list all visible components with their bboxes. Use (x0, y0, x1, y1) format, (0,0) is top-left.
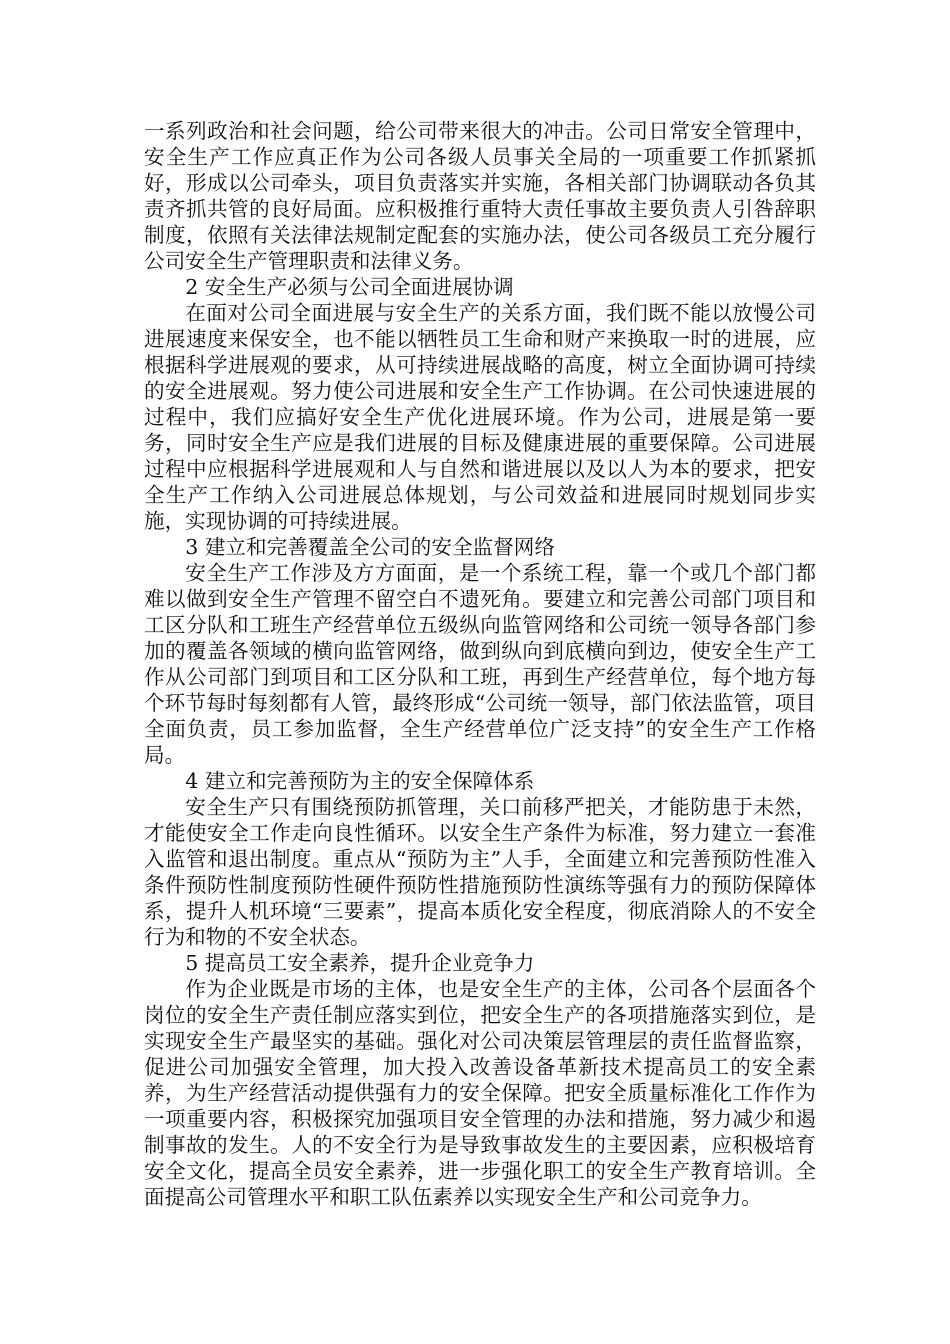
section-3-heading: 3 建立和完善覆盖全公司的安全监督网络 (185, 535, 555, 559)
section-5-body: 作为企业既是市场的主体，也是安全生产的主体，公司各个层面各个岗位的安全生产责任制应落实到位，把安全生产的各项措施落实到位，是实现安全生产最坚实的基础。强化对公司决策层管理层的责任监督监察，促进公司加强安全管理，加大投入改善设备革新技术提高员工的安全素养，为生产经营活动提供强有力的安全保障。把安全质量标准化工作作为一项重要内容，积极探究加强项目安全管理的办法和措施，努力减少和遏制事故的发生。人的不安全行为是导致事故发生的主要因素，应积极培育安全文化，提高全员安全素养，进一步强化职工的安全生产教育培训。全面提高公司管理水平和职工队伍素养以实现安全生产和公司竞争力。 (144, 977, 816, 1209)
document-page (144, 118, 816, 1210)
section-5-heading: 5 提高员工安全素养，提升企业竞争力 (185, 951, 535, 975)
section-2-heading: 2 安全生产必须与公司全面进展协调 (185, 275, 514, 299)
section-2-body: 在面对公司全面进展与安全生产的关系方面，我们既不能以放慢公司进展速度来保安全，也不能以牺牲员工生命和财产来换取一时的进展，应根据科学进展观的要求，从可持续进展战略的高度，树立全面协调可持续的安全进展观。努力使公司进展和安全生产工作协调。在公司快速进展的过程中，我们应搞好安全生产优化进展环境。作为公司，进展是第一要务，同时安全生产应是我们进展的目标及健康进展的重要保障。公司进展过程中应根据科学进展观和人与自然和谐进展以及以人为本的要求，把安全生产工作纳入公司进展总体规划，与公司效益和进展同时规划同步实施，实现协调的可持续进展。 (144, 301, 816, 533)
section-3-body: 安全生产工作涉及方方面面，是一个系统工程，靠一个或几个部门都难以做到安全生产管理不留空白不遗死角。要建立和完善公司部门项目和工区分队和工班生产经营单位五级纵向监管网络和公司统一领导各部门参加的覆盖各领域的横向监管网络，做到纵向到底横向到边，使安全生产工作从公司部门到项目和工区分队和工班，再到生产经营单位，每个地方每个环节每时每刻都有人管，最终形成“公司统一领导，部门依法监管，项目全面负责，员工参加监督，全生产经营单位广泛支持”的安全生产工作格局。 (144, 561, 816, 767)
section-4-heading: 4 建立和完善预防为主的安全保障体系 (185, 769, 535, 793)
intro-paragraph: 一系列政治和社会问题，给公司带来很大的冲击。公司日常安全管理中，安全生产工作应真正作为公司各级人员事关全局的一项重要工作抓紧抓好，形成以公司牵头，项目负责落实并实施，各相关部门协调联动各负其责齐抓共管的良好局面。应积极推行重特大责任事故主要负责人引咎辞职制度，依照有关法律法规制定配套的实施办法，使公司各级员工充分履行公司安全生产管理职责和法律义务。 (144, 119, 816, 273)
section-4-body: 安全生产只有围绕预防抓管理，关口前移严把关，才能防患于未然，才能使安全工作走向良性循环。以安全生产条件为标准，努力建立一套准入监管和退出制度。重点从“预防为主”人手，全面建立和完善预防性准入条件预防性制度预防性硬件预防性措施预防性演练等强有力的预防保障体系，提升人机环境“三要素”，提高本质化安全程度，彻底消除人的不安全行为和物的不安全状态。 (144, 795, 816, 949)
